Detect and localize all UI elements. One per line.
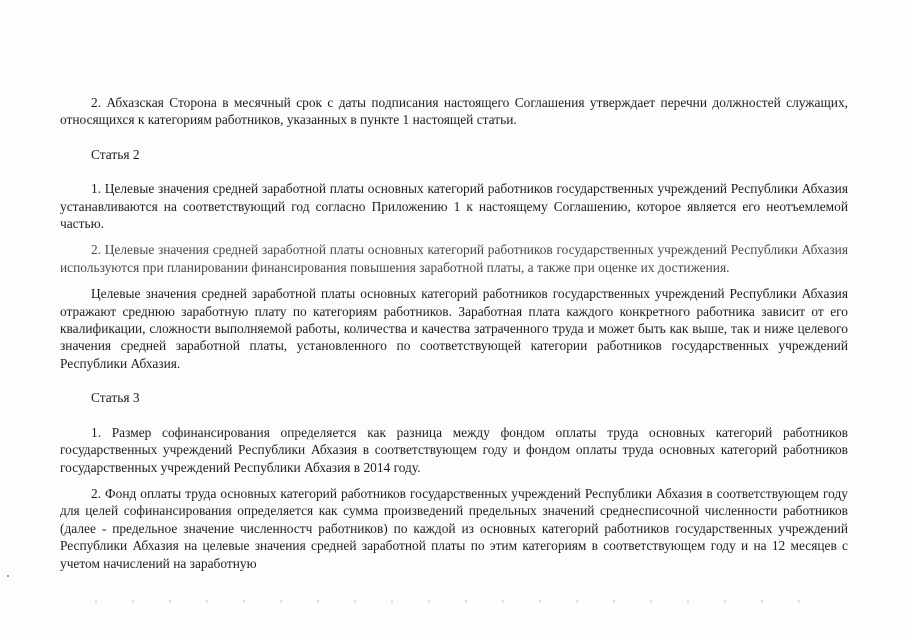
spacer [60,276,848,285]
article-3-paragraph-1: 1. Размер софинансирования определяется как разница между фондом оплаты труда основных категорий работников государственных учреждений Республики Абхазия в соответствующем году и фондом оплаты труда основных категорий работников государственных учреждений Республики Абхазия в 2014 году. [60,424,848,475]
scan-artifact [95,600,835,603]
article-2-heading: Статья 2 [91,146,140,162]
article-3-heading: Статья 3 [91,390,140,406]
spacer [60,372,848,389]
spacer [60,163,848,180]
article-2-paragraph-1: 1. Целевые значения средней заработной платы основных категорий работников государственных учреждений Республики Абхазия устанавливаются на соответствующий год согласно Приложению 1 к настоящему Соглашению, которое является его неотъемлемой частью. [60,181,848,232]
spacer [60,232,848,241]
paragraph-1-2: 2. Абхазская Сторона в месячный срок с даты подписания настоящего Соглашения утверждает перечни должностей служащих, относящихся к категориям работников, указанных в пункте 1 настоящей статьи. [60,95,848,128]
spacer [60,476,848,485]
document-body [60,94,848,572]
article-3-paragraph-2: 2. Фонд оплаты труда основных категорий работников государственных учреждений Республики Абхазия в соответствующем году для целей софинансирования определяется как сумма произведений предельных значений среднесписочной численности работников (далее - предельное значение численностч работников) по каждой из основных категорий работников государственных учреждений Республики Абхазия на целевые значения средней заработной платы по этим категориям в соответствующем году и на 12 месяцев с учетом начислений на заработную [60,485,848,571]
spacer [60,129,848,146]
spacer [60,407,848,424]
scan-artifact-dot [7,575,9,577]
article-2-paragraph-2: 2. Целевые значения средней заработной платы основных категорий работников государственных учреждений Республики Абхазия используются при планировании финансирования повышения заработной платы, а также при оценке их достижения. [60,242,848,275]
article-2-paragraph-3: Целевые значения средней заработной платы основных категорий работников государственных учреждений Республики Абхазия отражают среднюю заработную плату по категориям работников. Заработная плата каждого конкретного работника зависит от его квалификации, сложности выполняемой работы, количества и качества затраченного труда и может быть как выше, так и ниже целевого значения средней заработной платы, установленного по соответствующей категории работников государственных учреждений Республики Абхазия. [60,286,848,371]
